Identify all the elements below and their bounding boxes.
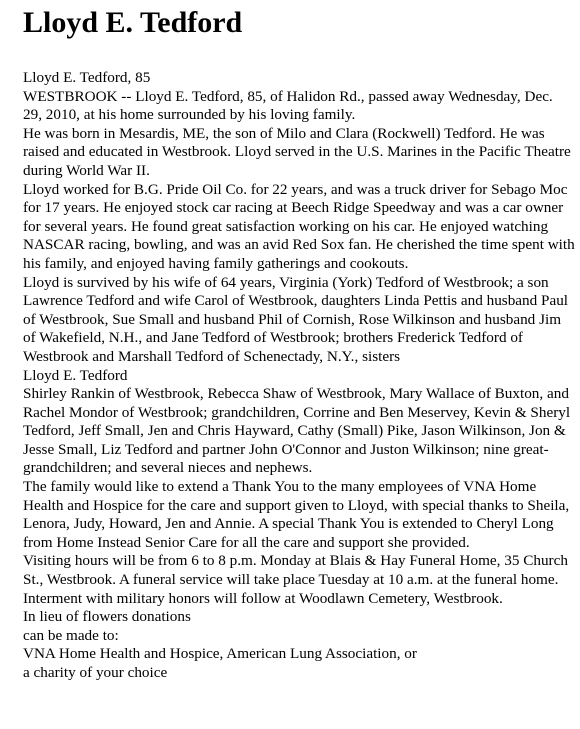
donations-line-3: VNA Home Health and Hospice, American Lung Association, or [23,645,417,663]
donations-line-1: In lieu of flowers donations [23,608,191,626]
intro-paragraph: WESTBROOK -- Lloyd E. Tedford, 85, of Halidon Rd., passed away Wednesday, Dec. 29, 2010, at his home surrounded by his loving family. [23,87,553,124]
donations-line-4: a charity of your choice [23,664,168,681]
page-title: Lloyd E. Tedford [23,6,243,39]
subtitle-line: Lloyd E. Tedford, 85 [23,69,151,86]
early-life-paragraph: He was born in Mesardis, ME, the son of Milo and Clara (Rockwell) Tedford. He was raised and educated in Westbrook. Lloyd served in the U.S. Marines in the Pacific Theatre during World War II. [23,124,571,179]
obituary-body [23,69,575,683]
career-paragraph: Lloyd worked for B.G. Pride Oil Co. for 22 years, and was a truck driver for Sebago Moc for 17 years. He enjoyed stock car racing at Beech Ridge Speedway and was a car owner for several years. He found great satisfaction working on his car. He enjoyed watching NASCAR racing, bowling, and was an avid Red Sox fan. He cherished the time spent with his family, and enjoyed having family gatherings and cookouts. [23,180,575,272]
services-paragraph: Visiting hours will be from 6 to 8 p.m. Monday at Blais & Hay Funeral Home, 35 Church St., Westbrook. A funeral service will take place Tuesday at 10 a.m. at the funeral home. Interment with military honors will follow at Woodlawn Cemetery, Westbrook. [23,552,568,607]
name-repeat-line: Lloyd E. Tedford [23,366,128,384]
thanks-paragraph: The family would like to extend a Thank You to the many employees of VNA Home Health and Hospice for the care and support given to Lloyd, with special thanks to Sheila, Lenora, Judy, Howard, Jen and Annie. A special Thank You is extended to Cheryl Long from Home Instead Senior Care for all the care and support she provided. [23,478,570,551]
survivors-paragraph: Lloyd is survived by his wife of 64 years, Virginia (York) Tedford of Westbrook; a son Lawrence Tedford and wife Carol of Westbrook, daughters Linda Pettis and husband Paul of Westbrook, Sue Small and husband Phil of Cornish, Rose Wilkinson and husband Jim of Wakefield, N.H., and Jane Tedford of Westbrook; brothers Frederick Tedford of Westbrook and Marshall Tedford of Schenectady, N.Y., sisters [23,273,569,365]
survivors-continued-paragraph: Shirley Rankin of Westbrook, Rebecca Shaw of Westbrook, Mary Wallace of Buxton, and Rachel Mondor of Westbrook; grandchildren, Corrine and Ben Meservey, Kevin & Sheryl Tedford, Jeff Small, Jen and Chris Hayward, Cathy (Small) Pike, Jason Wilkinson, Jon & Jesse Small, Liz Tedford and partner John O'Connor and Juston Wilkinson; nine great-grandchildren; and several nieces and nephews. [23,385,571,477]
donations-line-2: can be made to: [23,626,119,644]
